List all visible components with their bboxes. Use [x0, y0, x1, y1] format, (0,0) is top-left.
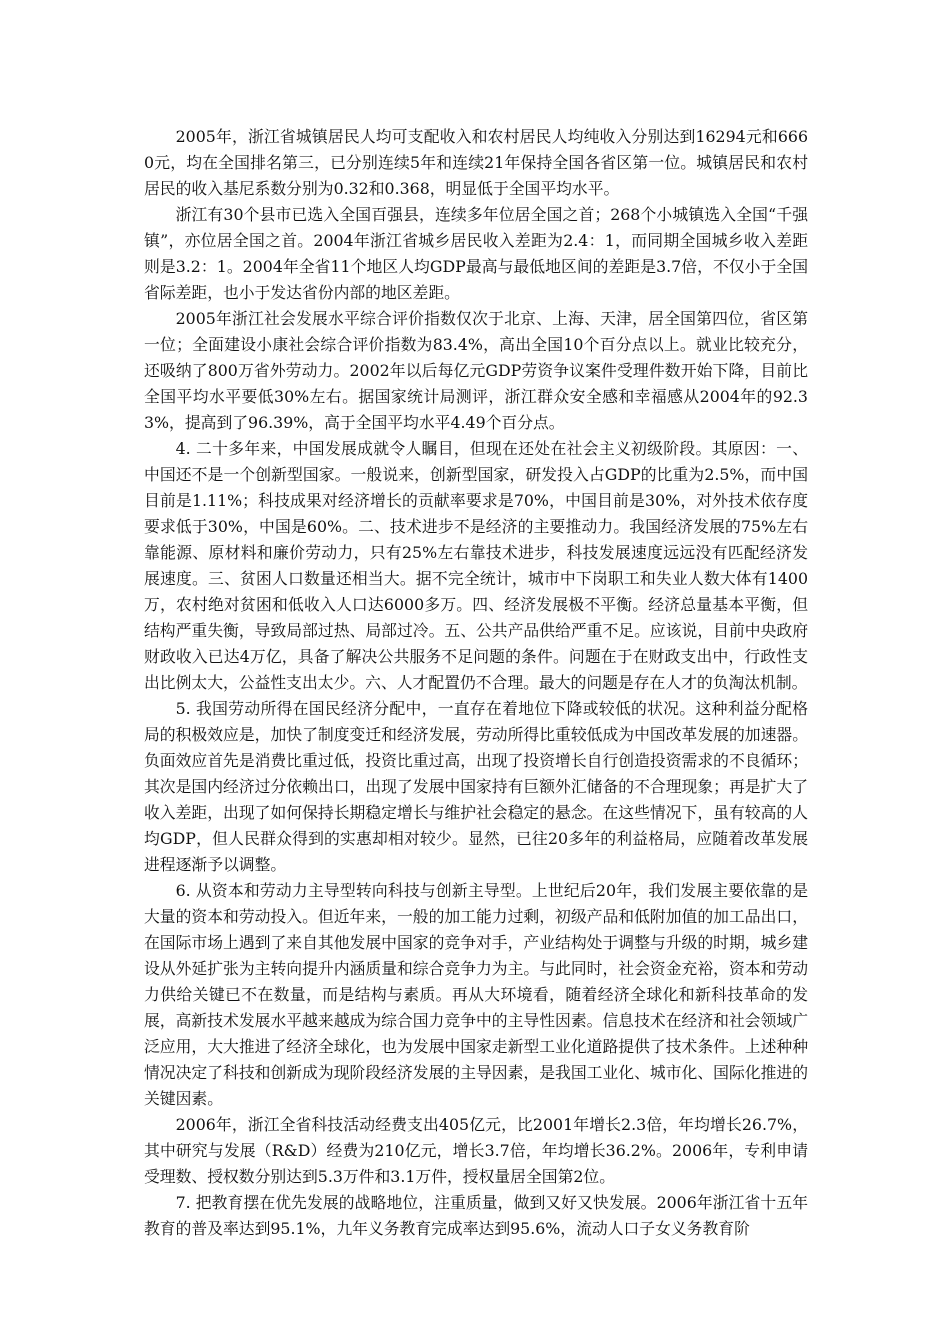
- paragraph-point-4: 4. 二十多年来，中国发展成就令人瞩目，但现在还处在社会主义初级阶段。其原因：一、中国还不是一个创新型国家。一般说来，创新型国家，研发投入占GDP的比重为2.5%，而中国目前是1.11%；科技成果对经济增长的贡献率要求是70%，中国目前是30%，对外技术依存度要求低于30%，中国是60%。二、技术进步不是经济的主要推动力。我国经济发展的75%左右靠能源、原材料和廉价劳动力，只有25%左右靠技术进步，科技发展速度远远没有匹配经济发展速度。三、贫困人口数量还相当大。据不完全统计，城市中下岗职工和失业人数大体有1400万，农村绝对贫困和低收入人口达6000多万。四、经济发展极不平衡。经济总量基本平衡，但结构严重失衡，导致局部过热、局部过冷。五、公共产品供给严重不足。应该说，目前中央政府财政收入已达4万亿，具备了解决公共服务不足问题的条件。问题在于在财政支出中，行政性支出比例太大，公益性支出太少。六、人才配置仍不合理。最大的问题是存在人才的负淘汰机制。: [144, 439, 808, 692]
- paragraph-income-2005: 2005年，浙江省城镇居民人均可支配收入和农村居民人均纯收入分别达到16294元和6660元，均在全国排名第三，已分别连续5年和连续21年保持全国各省区第一位。城镇居民和农村居民的收入基尼系数分别为0.32和0.368，明显低于全国平均水平。: [144, 127, 808, 198]
- paragraph-counties-gap: 浙江有30个县市已选入全国百强县，连续多年位居全国之首；268个小城镇选入全国“千强镇”，亦位居全国之首。2004年浙江省城乡居民收入差距为2.4：1，而同期全国城乡收入差距则是3.2：1。2004年全省11个地区人均GDP最高与最低地区间的差距是3.7倍，不仅小于全国省际差距，也小于发达省份内部的地区差距。: [144, 205, 808, 302]
- paragraph-tech-funding-2006: 2006年，浙江全省科技活动经费支出405亿元，比2001年增长2.3倍，年均增长26.7%，其中研究与发展（R&D）经费为210亿元，增长3.7倍，年均增长36.2%。2006年，专利申请受理数、授权数分别达到5.3万件和3.1万件，授权量居全国第2位。: [144, 1115, 808, 1186]
- paragraph-social-development: 2005年浙江社会发展水平综合评价指数仅次于北京、上海、天津，居全国第四位，省区第一位；全面建设小康社会综合评价指数为83.4%，高出全国10个百分点以上。就业比较充分，还吸纳了800万省外劳动力。2002年以后每亿元GDP劳资争议案件受理件数开始下降，目前比全国平均水平要低30%左右。据国家统计局测评，浙江群众安全感和幸福感从2004年的92.33%，提高到了96.39%，高于全国平均水平4.49个百分点。: [144, 309, 808, 432]
- paragraph-point-5: 5. 我国劳动所得在国民经济分配中，一直存在着地位下降或较低的状况。这种利益分配格局的积极效应是，加快了制度变迁和经济发展，劳动所得比重较低成为中国改革发展的加速器。负面效应首先是消费比重过低，投资比重过高，出现了投资增长自行创造投资需求的不良循环；其次是国内经济过分依赖出口，出现了发展中国家持有巨额外汇储备的不合理现象；再是扩大了收入差距，出现了如何保持长期稳定增长与维护社会稳定的悬念。在这些情况下，虽有较高的人均GDP，但人民群众得到的实惠却相对较少。显然，已往20多年的利益格局，应随着改革发展进程逐渐予以调整。: [144, 699, 808, 874]
- document-body: [144, 124, 808, 1242]
- paragraph-point-6: 6. 从资本和劳动力主导型转向科技与创新主导型。上世纪后20年，我们发展主要依靠的是大量的资本和劳动投入。但近年来，一般的加工能力过剩，初级产品和低附加值的加工品出口，在国际市场上遇到了来自其他发展中国家的竞争对手，产业结构处于调整与升级的时期，城乡建设从外延扩张为主转向提升内涵质量和综合竞争力为主。与此同时，社会资金充裕，资本和劳动力供给关键已不在数量，而是结构与素质。再从大环境看，随着经济全球化和新科技革命的发展，高新技术发展水平越来越成为综合国力竞争中的主导性因素。信息技术在经济和社会领域广泛应用，大大推进了经济全球化，也为发展中国家走新型工业化道路提供了技术条件。上述种种情况决定了科技和创新成为现阶段经济发展的主导因素，是我国工业化、城市化、国际化推进的关键因素。: [144, 881, 808, 1108]
- paragraph-point-7: 7. 把教育摆在优先发展的战略地位，注重质量，做到又好又快发展。2006年浙江省十五年教育的普及率达到95.1%，九年义务教育完成率达到95.6%，流动人口子女义务教育阶: [144, 1193, 808, 1238]
